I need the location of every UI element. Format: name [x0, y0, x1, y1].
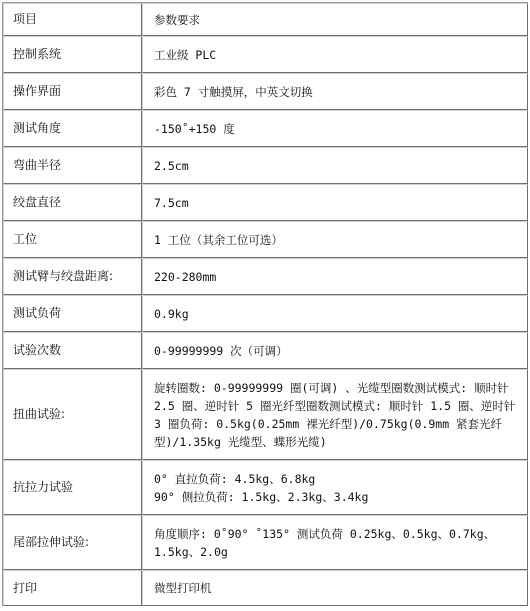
row-value-cell: 220-280mm	[142, 258, 528, 295]
row-value-cell: 角度顺序: 0˚90° ˚135° 测试负荷 0.25kg、0.5kg、0.7kg、1.5kg、2.0g	[142, 515, 528, 570]
header-value-cell: 参数要求	[142, 3, 528, 36]
table-row	[3, 332, 528, 369]
table-row	[3, 369, 528, 460]
table-row	[3, 515, 528, 570]
table-row	[3, 147, 528, 184]
row-value-cell: 2.5cm	[142, 147, 528, 184]
row-value-cell: 0.9kg	[142, 295, 528, 332]
table-row	[3, 184, 528, 221]
table-row	[3, 36, 528, 73]
table-row	[3, 110, 528, 147]
row-key-cell: 抗拉力试验	[3, 460, 142, 515]
row-value-cell: 7.5cm	[142, 184, 528, 221]
spec-table	[2, 2, 528, 606]
row-value-cell: 微型打印机	[142, 570, 528, 606]
row-value-cell: 1 工位（其余工位可选）	[142, 221, 528, 258]
table-row	[3, 570, 528, 606]
table-row	[3, 221, 528, 258]
row-key-cell: 尾部拉伸试验:	[3, 515, 142, 570]
row-value-cell: 0-99999999 次（可调）	[142, 332, 528, 369]
row-value-cell: 工业级 PLC	[142, 36, 528, 73]
row-key-cell: 测试臂与绞盘距离:	[3, 258, 142, 295]
table-header-row	[3, 3, 528, 36]
row-value-cell: 0° 直拉负荷: 4.5kg、6.8kg 90° 侧拉负荷: 1.5kg、2.3kg、3.4kg	[142, 460, 528, 515]
row-key-cell: 操作界面	[3, 73, 142, 110]
row-key-cell: 测试负荷	[3, 295, 142, 332]
row-key-cell: 扭曲试验:	[3, 369, 142, 460]
row-value-cell: -150˚+150 度	[142, 110, 528, 147]
table-row	[3, 73, 528, 110]
row-key-cell: 试验次数	[3, 332, 142, 369]
row-value-cell: 彩色 7 寸触摸屏，中英文切换	[142, 73, 528, 110]
row-key-cell: 测试角度	[3, 110, 142, 147]
row-key-cell: 工位	[3, 221, 142, 258]
table-row	[3, 460, 528, 515]
table-row	[3, 295, 528, 332]
row-key-cell: 控制系统	[3, 36, 142, 73]
table-row	[3, 258, 528, 295]
row-value-cell: 旋转圈数: 0-99999999 圈(可调) 、光缆型圈数测试模式: 顺时针 2.5 圈、逆时针 5 圈光纤型圈数测试模式: 顺时针 1.5 圈、逆时针 3 圈负荷: 0.5kg(0.25mm 裸光纤型)/0.75kg(0.9mm 紧套光纤型)/1.35kg 光缆型、蝶形光缆)	[142, 369, 528, 460]
header-key-cell: 项目	[3, 3, 142, 36]
row-key-cell: 弯曲半径	[3, 147, 142, 184]
row-key-cell: 绞盘直径	[3, 184, 142, 221]
row-key-cell: 打印	[3, 570, 142, 606]
